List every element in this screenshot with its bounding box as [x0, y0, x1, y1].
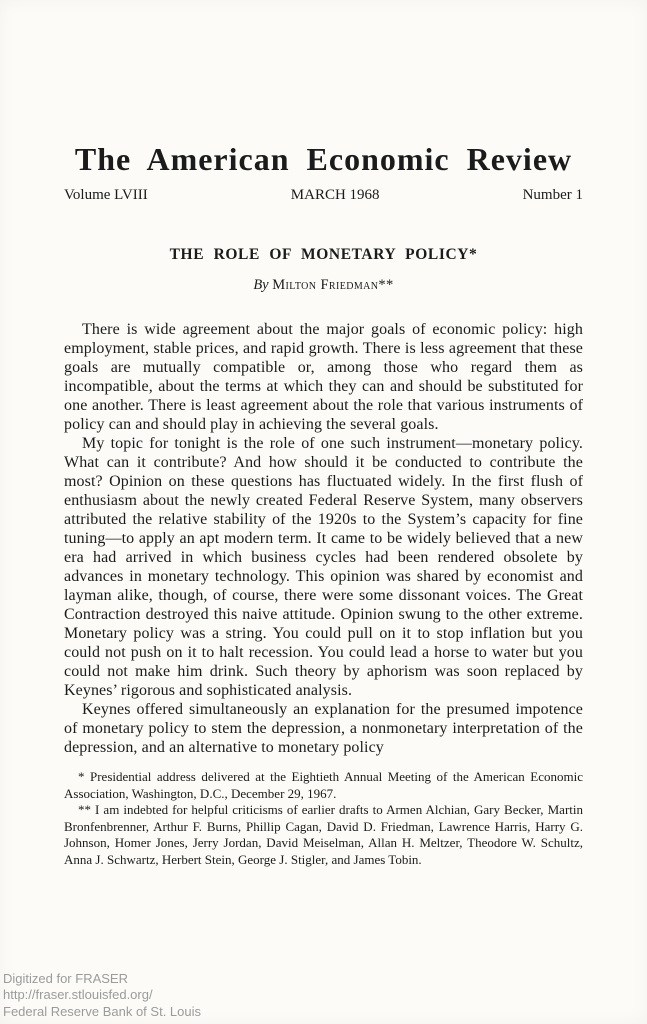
journal-issue-line — [64, 187, 583, 204]
journal-title: The American Economic Review — [74, 141, 573, 177]
watermark-line-digitized: Digitized for FRASER — [3, 970, 128, 986]
journal-volume: Volume LVIII — [64, 187, 148, 204]
fraser-watermark — [3, 971, 201, 1021]
watermark-line-frb: Federal Reserve Bank of St. Louis — [3, 1003, 201, 1019]
footnotes-section — [64, 769, 583, 868]
paragraph-keynes-explanation: Keynes offered simultaneously an explanation for the presumed impotence of monetary policy to stem the depression, a nonmonetary interpretation of the depression, and an alternative to monetary policy — [64, 701, 583, 757]
article — [64, 246, 583, 868]
article-byline — [64, 277, 583, 294]
paragraph-topic-monetary-policy: My topic for tonight is the role of one such instrument—monetary policy. What can it contribute? And how should it be conducted to contribute the most? Opinion on these questions has fluctuated widely. In the first flush of enthusiasm about the newly created Federal Reserve System, many observers attributed the relative stability of the 1920s to the System’s capacity for fine tuning—to apply an apt modern term. It came to be widely believed that a new era had arrived in which business cycles had been rendered obsolete by advances in monetary technology. This opinion was shared by economist and layman alike, though, of course, there were some dissonant voices. The Great Contraction destroyed this naive attitude. Opinion swung to the other extreme. Monetary policy was a string. You could pull on it to stop inflation but you could not push on it to halt recession. You could lead a horse to water but you could not make him drink. Such theory by aphorism was soon replaced by Keynes’ rigorous and sophisticated analysis. — [64, 435, 583, 700]
footnote-presidential-address: * Presidential address delivered at the Eightieth Annual Meeting of the American Economic Association, Washington, D.C., December 29, 1967. — [64, 769, 583, 801]
footnote-acknowledgements: ** I am indebted for helpful criticisms of earlier drafts to Armen Alchian, Gary Becker, Martin Bronfenbrenner, Arthur F. Burns, Phillip Cagan, David D. Friedman, Lawrence Harris, Harry G. Johnson, Homer Jones, Jerry Jordan, David Meiselman, Allan H. Meltzer, Theodore W. Schultz, Anna J. Schwartz, Herbert Stein, George J. Stigler, and James Tobin. — [64, 802, 583, 867]
journal-date: MARCH 1968 — [290, 187, 380, 204]
watermark-line-url: http://fraser.stlouisfed.org/ — [3, 987, 153, 1002]
paragraph-goals-of-policy: There is wide agreement about the major goals of economic policy: high employment, stable prices, and rapid growth. There is less agreement that these goals are mutually compatible or, among those who regard them as incompatible, about the terms at which they can and should be substituted for one another. There is least agreement about the role that various instruments of policy can and should play in achieving the several goals. — [64, 321, 583, 434]
journal-header — [64, 142, 583, 204]
article-body — [64, 320, 583, 757]
article-title: THE ROLE OF MONETARY POLICY* — [169, 246, 478, 264]
byline-prefix: By — [253, 277, 269, 294]
author-name: Milton Friedman** — [272, 277, 394, 294]
journal-number: Number 1 — [522, 187, 583, 204]
